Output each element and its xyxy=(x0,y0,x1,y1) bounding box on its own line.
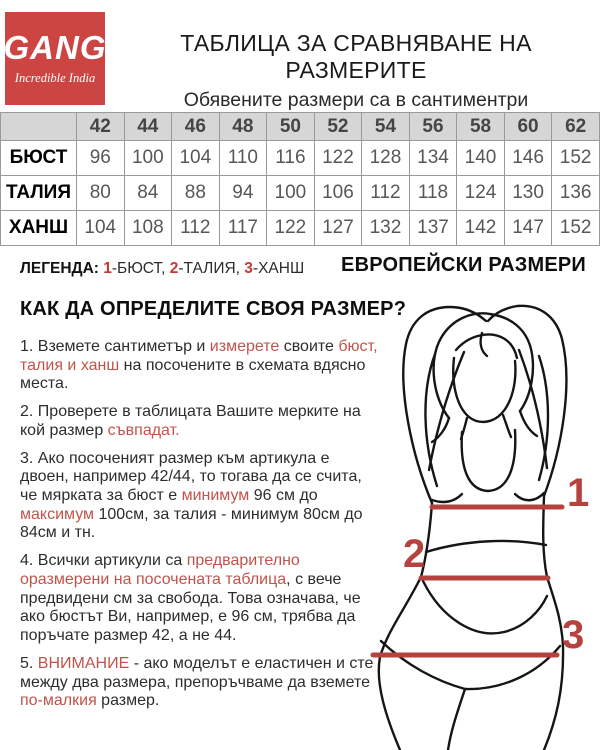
size-table-body xyxy=(1,141,600,246)
legend-label: ЛЕГЕНДА: xyxy=(20,260,99,277)
size-header-cell: 62 xyxy=(552,113,600,141)
plain-text: 2. Проверете в таблицата Вашите мерките на кой размер xyxy=(20,403,361,439)
table-row xyxy=(1,176,600,211)
size-value-cell: 140 xyxy=(457,141,505,176)
table-row xyxy=(1,211,600,246)
size-header-cell: 48 xyxy=(219,113,267,141)
size-value-cell: 112 xyxy=(172,211,220,246)
highlighted-text: 3 xyxy=(244,260,253,277)
size-value-cell: 130 xyxy=(504,176,552,211)
size-value-cell: 152 xyxy=(552,141,600,176)
hair-outline xyxy=(434,313,533,418)
size-value-cell: 137 xyxy=(409,211,457,246)
highlighted-text: максимум xyxy=(20,505,95,523)
hair-strand-right xyxy=(520,411,537,436)
woman-outline-drawing xyxy=(379,306,567,750)
size-header-cell: 56 xyxy=(409,113,457,141)
plain-text: -ХАНШ xyxy=(252,260,305,277)
underbust-left xyxy=(432,494,462,502)
waist-label: 2 xyxy=(403,532,426,576)
brand-tagline: Incredible India xyxy=(14,71,96,85)
size-value-cell: 106 xyxy=(314,176,362,211)
size-value-cell: 134 xyxy=(409,141,457,176)
size-header-cell: 60 xyxy=(504,113,552,141)
size-header-row xyxy=(1,113,600,141)
hip-label: 3 xyxy=(562,613,585,657)
hip-left xyxy=(379,577,421,750)
instructions-list xyxy=(20,338,382,720)
panty-lower-left xyxy=(381,641,465,689)
arm-left-inner xyxy=(425,354,437,486)
plain-text: -БЮСТ, xyxy=(111,260,170,277)
row-label-cell: ХАНШ xyxy=(1,211,77,246)
brand-logo xyxy=(5,12,105,105)
size-value-cell: 118 xyxy=(409,176,457,211)
plain-text: 3. Ако посоченият размер към артикула е двоен, например 42/44, то тогава да се счита, че мярката за бюст е xyxy=(20,449,362,505)
legend xyxy=(20,260,304,278)
size-value-cell: 96 xyxy=(77,141,125,176)
size-value-cell: 108 xyxy=(124,211,172,246)
instruction-paragraph xyxy=(20,450,382,544)
plain-text: 96 см до xyxy=(249,487,318,505)
highlighted-text: съвпадат. xyxy=(107,421,180,439)
size-comparison-table xyxy=(0,112,600,246)
plain-text: -ТАЛИЯ, xyxy=(178,260,245,277)
size-header-cell: 44 xyxy=(124,113,172,141)
plain-text: 100см, за талия - минимум 80см до 84см и тн. xyxy=(20,505,363,542)
bust-label: 1 xyxy=(567,471,590,515)
highlighted-text: предварително оразмерени на посочената таблица xyxy=(20,552,300,588)
size-value-cell: 142 xyxy=(457,211,505,246)
plain-text: 1. Вземете сантиметър и xyxy=(20,338,210,355)
legend-items xyxy=(103,260,304,277)
row-label-cell: ТАЛИЯ xyxy=(1,176,77,211)
size-header-cell: 50 xyxy=(267,113,315,141)
size-value-cell: 122 xyxy=(267,211,315,246)
european-sizes-title: ЕВРОПЕЙСКИ РАЗМЕРИ xyxy=(341,254,586,276)
plain-text: 5. xyxy=(20,654,38,672)
plain-text: 4. Всички артикули са xyxy=(20,552,187,570)
highlighted-text: минимум xyxy=(181,487,250,505)
size-header-cell: 42 xyxy=(77,113,125,141)
belly-curve xyxy=(426,541,546,552)
size-value-cell: 104 xyxy=(172,141,220,176)
plain-text: на посочените в схемата вдясно места. xyxy=(20,356,366,393)
size-header-cell: 52 xyxy=(314,113,362,141)
page-subtitle: Обявените размери са в сантиментри xyxy=(183,89,529,111)
size-value-cell: 117 xyxy=(219,211,267,246)
highlighted-text: ВНИМАНИЕ xyxy=(37,654,130,672)
crotch-seam xyxy=(448,689,465,750)
header xyxy=(112,30,600,112)
table-row xyxy=(1,141,600,176)
measurement-lines xyxy=(373,507,562,655)
plain-text: своите xyxy=(279,338,339,355)
size-value-cell: 100 xyxy=(124,141,172,176)
highlighted-text: бюст, талия и ханш xyxy=(20,338,378,374)
panty-lower-right xyxy=(465,646,560,689)
size-value-cell: 152 xyxy=(552,211,600,246)
fringe-strand xyxy=(481,333,487,356)
page-title: ТАБЛИЦА ЗА СРАВНЯВАНЕ НА РАЗМЕРИТЕ xyxy=(180,30,532,83)
panty-top-sweep xyxy=(423,581,547,633)
size-value-cell: 136 xyxy=(552,176,600,211)
table-corner-cell xyxy=(1,113,77,141)
highlighted-text: 1 xyxy=(103,260,112,277)
size-value-cell: 110 xyxy=(219,141,267,176)
size-value-cell: 112 xyxy=(362,176,410,211)
size-value-cell: 127 xyxy=(314,211,362,246)
highlighted-text: измерете xyxy=(209,338,280,355)
neck-right xyxy=(503,415,511,437)
size-value-cell: 146 xyxy=(504,141,552,176)
size-value-cell: 84 xyxy=(124,176,172,211)
size-header-cell: 46 xyxy=(172,113,220,141)
size-value-cell: 122 xyxy=(314,141,362,176)
size-value-cell: 88 xyxy=(172,176,220,211)
highlighted-text: 2 xyxy=(169,260,179,277)
brand-name: GANG xyxy=(3,29,107,66)
instruction-paragraph xyxy=(20,552,382,646)
size-value-cell: 132 xyxy=(362,211,410,246)
bra-neckline xyxy=(462,430,516,491)
size-value-cell: 116 xyxy=(267,141,315,176)
instruction-paragraph xyxy=(20,403,382,440)
plain-text: размер. xyxy=(96,692,160,710)
hip-right xyxy=(544,577,563,750)
instruction-paragraph xyxy=(20,655,382,711)
size-value-cell: 94 xyxy=(219,176,267,211)
plain-text: - ако моделът е еластичен и сте между два размера, препоръчваме да вземете xyxy=(20,654,374,691)
size-value-cell: 128 xyxy=(362,141,410,176)
size-value-cell: 147 xyxy=(504,211,552,246)
howto-heading: КАК ДА ОПРЕДЕЛИТЕ СВОЯ РАЗМЕР? xyxy=(20,298,407,320)
size-value-cell: 124 xyxy=(457,176,505,211)
highlighted-text: по-малкия xyxy=(20,692,97,710)
size-value-cell: 80 xyxy=(77,176,125,211)
size-value-cell: 104 xyxy=(77,211,125,246)
arm-right-outer xyxy=(488,306,566,496)
plain-text: , с вече предвидени см за свобода. Това означава, че ако бюстът Ви, например, е 96 см, трябва да поръчате размер 42, а не 44. xyxy=(20,570,361,645)
measurement-figure xyxy=(370,290,600,750)
underbust-right xyxy=(515,493,544,500)
instruction-paragraph xyxy=(20,338,382,394)
size-header-cell: 58 xyxy=(457,113,505,141)
face-outline xyxy=(453,358,515,422)
size-value-cell: 100 xyxy=(267,176,315,211)
row-label-cell: БЮСТ xyxy=(1,141,77,176)
size-header-cell: 54 xyxy=(362,113,410,141)
